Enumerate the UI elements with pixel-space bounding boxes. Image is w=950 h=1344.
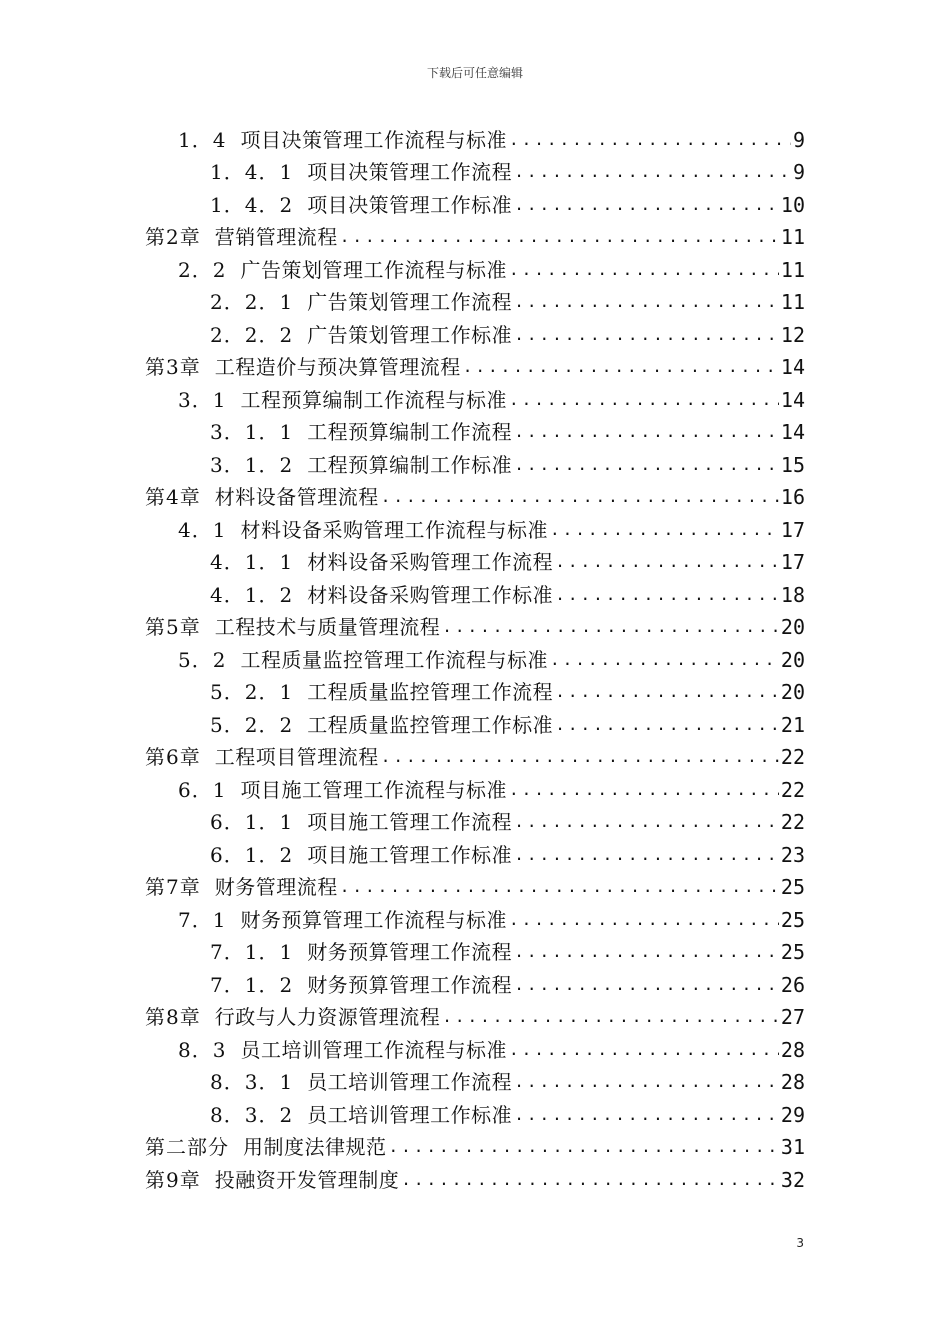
toc-entry-title: 行政与人力资源管理流程 (214, 1005, 441, 1029)
toc-entry-title: 工程质量监控管理工作标准 (307, 712, 554, 737)
toc-entry[interactable] (210, 835, 805, 868)
toc-dot-leader (553, 712, 779, 738)
toc-entry[interactable] (178, 1030, 805, 1063)
toc-entry[interactable] (145, 868, 805, 901)
toc-dot-leader (512, 809, 779, 835)
toc-entry-number: 8．3 (178, 1037, 227, 1062)
page-header: 下载后可任意编辑 (426, 66, 523, 80)
toc-dot-leader (548, 647, 779, 673)
toc-dot-leader (507, 1037, 779, 1063)
toc-entry[interactable] (210, 315, 805, 348)
toc-entry[interactable] (145, 218, 805, 251)
toc-entry-number: 1．4．2 (210, 192, 294, 217)
toc-dot-leader (553, 679, 779, 705)
toc-entry-page: 32 (780, 1167, 805, 1192)
toc-entry-page: 14 (780, 355, 805, 379)
toc-entry-page: 10 (780, 192, 805, 217)
toc-dot-leader (507, 127, 791, 153)
toc-dot-leader (548, 517, 779, 543)
toc-entry-title: 广告策划管理工作流程与标准 (240, 257, 507, 282)
toc-entry-title: 项目施工管理工作流程与标准 (240, 777, 507, 802)
toc-entry-page: 14 (780, 420, 805, 444)
toc-dot-leader (553, 582, 779, 608)
toc-entry-page: 20 (780, 615, 805, 639)
toc-entry-number: 8．3．1 (210, 1070, 294, 1094)
toc-dot-leader (338, 224, 779, 250)
toc-entry[interactable] (210, 965, 805, 998)
toc-entry-number: 5．2．2 (210, 712, 294, 737)
toc-entry-page: 26 (780, 972, 805, 997)
toc-entry-number: 4．1．1 (210, 550, 294, 574)
page-number: 3 (796, 1236, 804, 1250)
toc-dot-leader (379, 744, 779, 770)
toc-entry[interactable] (210, 153, 805, 186)
toc-dot-leader (512, 1102, 779, 1128)
toc-entry[interactable] (210, 283, 805, 316)
toc-entry-number: 7．1．2 (210, 972, 294, 997)
toc-entry-number: 2．2．2 (210, 322, 294, 347)
toc-entry-title: 财务预算管理工作流程 (307, 940, 513, 964)
toc-entry-number: 6．1．1 (210, 810, 294, 834)
toc-dot-leader (387, 1134, 779, 1160)
toc-entry[interactable] (178, 380, 805, 413)
toc-entry-title: 项目施工管理工作标准 (307, 842, 513, 867)
toc-entry[interactable] (145, 1160, 805, 1193)
toc-entry[interactable] (210, 803, 805, 836)
toc-dot-leader (507, 907, 779, 933)
toc-entry-page: 22 (780, 745, 805, 769)
toc-dot-leader (399, 1167, 779, 1193)
toc-entry[interactable] (210, 1063, 805, 1096)
toc-entry-page: 25 (780, 907, 805, 932)
toc-dot-leader (507, 777, 779, 803)
toc-entry-title: 员工培训管理工作标准 (307, 1102, 513, 1127)
toc-entry-title: 材料设备采购管理工作流程 (307, 550, 554, 574)
toc-entry[interactable] (210, 933, 805, 966)
toc-entry-page: 11 (780, 257, 805, 282)
toc-entry-page: 20 (780, 680, 805, 704)
toc-dot-leader (512, 939, 779, 965)
toc-entry-number: 4．1 (178, 517, 227, 542)
toc-dot-leader (512, 289, 779, 315)
toc-dot-leader (512, 972, 779, 998)
toc-entry-title: 工程项目管理流程 (214, 745, 379, 769)
toc-entry[interactable] (210, 705, 805, 738)
toc-dot-leader (512, 842, 779, 868)
toc-entry-title: 工程预算编制工作流程与标准 (240, 387, 507, 412)
toc-dot-leader (440, 1004, 779, 1030)
toc-entry-page: 25 (780, 875, 805, 899)
toc-entry[interactable] (210, 1095, 805, 1128)
toc-dot-leader (512, 452, 779, 478)
toc-entry-number: 4．1．2 (210, 582, 294, 607)
toc-entry[interactable] (145, 998, 805, 1031)
toc-entry-page: 27 (780, 1005, 805, 1029)
toc-entry-page: 20 (780, 647, 805, 672)
toc-entry-number: 7．1 (178, 907, 227, 932)
toc-entry[interactable] (145, 738, 805, 771)
toc-entry-title: 项目决策管理工作标准 (307, 192, 513, 217)
toc-entry[interactable] (145, 608, 805, 641)
toc-entry-page: 9 (792, 127, 805, 152)
toc-entry-number: 7．1．1 (210, 940, 294, 964)
toc-entry-page: 17 (780, 550, 805, 574)
toc-entry[interactable] (178, 510, 805, 543)
toc-entry-number: 5．2．1 (210, 680, 294, 704)
toc-entry-title: 工程技术与质量管理流程 (214, 615, 441, 639)
toc-entry-title: 财务管理流程 (214, 875, 338, 899)
toc-entry[interactable] (210, 445, 805, 478)
toc-entry-title: 广告策划管理工作标准 (307, 322, 513, 347)
toc-entry-page: 12 (780, 322, 805, 347)
toc-entry[interactable] (145, 348, 805, 381)
toc-entry-title: 项目施工管理工作流程 (307, 810, 513, 834)
toc-entry-title: 材料设备采购管理工作标准 (307, 582, 554, 607)
toc-entry-page: 25 (780, 940, 805, 964)
toc-entry-title: 财务预算管理工作流程与标准 (240, 907, 507, 932)
toc-entry-page: 22 (780, 777, 805, 802)
toc-entry-page: 15 (780, 452, 805, 477)
toc-dot-leader (338, 874, 779, 900)
toc-entry-number: 5．2 (178, 647, 227, 672)
toc-entry[interactable] (210, 185, 805, 218)
toc-entry-page: 17 (780, 517, 805, 542)
toc-entry-title: 财务预算管理工作流程 (307, 972, 513, 997)
toc-entry[interactable] (145, 1128, 805, 1161)
toc-entry-title: 工程质量监控管理工作流程 (307, 680, 554, 704)
toc-entry-title: 工程预算编制工作标准 (307, 452, 513, 477)
toc-entry-page: 18 (780, 582, 805, 607)
toc-entry-title: 营销管理流程 (214, 225, 338, 249)
toc-entry-page: 16 (780, 485, 805, 509)
toc-entry-title: 项目决策管理工作流程 (307, 160, 513, 184)
toc-entry-page: 11 (780, 225, 805, 249)
toc-entry-page: 11 (780, 290, 805, 314)
toc-entry-page: 28 (780, 1037, 805, 1062)
toc-entry-number: 2．2．1 (210, 290, 294, 314)
toc-entry-title: 广告策划管理工作流程 (307, 290, 513, 314)
toc-entry-number: 3．1．1 (210, 420, 294, 444)
toc-entry-page: 23 (780, 842, 805, 867)
toc-entry-page: 29 (780, 1102, 805, 1127)
toc-entry-number: 第二部分 (145, 1135, 229, 1159)
toc-entry[interactable] (178, 900, 805, 933)
toc-entry-page: 21 (780, 712, 805, 737)
toc-entry-title: 工程预算编制工作流程 (307, 420, 513, 444)
toc-entry-title: 投融资开发管理制度 (214, 1167, 400, 1192)
toc-entry[interactable] (210, 673, 805, 706)
toc-entry-number: 6．1 (178, 777, 227, 802)
toc-entry-page: 31 (780, 1135, 805, 1159)
toc-entry-page: 28 (780, 1070, 805, 1094)
toc-entry[interactable] (210, 413, 805, 446)
toc-entry-number: 1．4 (178, 127, 227, 152)
toc-entry-number: 第3章 (145, 355, 201, 379)
toc-entry-page: 14 (780, 387, 805, 412)
toc-dot-leader (379, 484, 779, 510)
toc-entry[interactable] (178, 250, 805, 283)
toc-entry-number: 3．1 (178, 387, 227, 412)
toc-dot-leader (512, 192, 779, 218)
toc-entry-number: 第6章 (145, 745, 201, 769)
toc-entry-number: 第9章 (145, 1167, 201, 1192)
toc-entry-number: 1．4．1 (210, 160, 294, 184)
toc-entry-number: 第2章 (145, 225, 201, 249)
toc-entry-title: 用制度法律规范 (243, 1135, 387, 1159)
toc-entry[interactable] (178, 120, 805, 153)
toc-dot-leader (512, 1069, 779, 1095)
toc-entry-number: 第8章 (145, 1005, 201, 1029)
toc-entry[interactable] (178, 770, 805, 803)
toc-entry-number: 第5章 (145, 615, 201, 639)
toc-entry-page: 22 (780, 810, 805, 834)
toc-entry-number: 2．2 (178, 257, 227, 282)
toc-dot-leader (512, 322, 779, 348)
toc-entry-title: 员工培训管理工作流程 (307, 1070, 513, 1094)
toc-entry[interactable] (210, 543, 805, 576)
toc-dot-leader (507, 257, 779, 283)
toc-dot-leader (440, 614, 779, 640)
toc-entry-title: 员工培训管理工作流程与标准 (240, 1037, 507, 1062)
toc-entry[interactable] (210, 575, 805, 608)
toc-entry-title: 工程质量监控管理工作流程与标准 (240, 647, 548, 672)
toc-dot-leader (507, 387, 779, 413)
toc-dot-leader (512, 159, 791, 185)
toc-entry-title: 材料设备管理流程 (214, 485, 379, 509)
toc-entry-title: 材料设备采购管理工作流程与标准 (240, 517, 548, 542)
toc-entry-number: 8．3．2 (210, 1102, 294, 1127)
toc-dot-leader (553, 549, 779, 575)
toc-entry-number: 6．1．2 (210, 842, 294, 867)
toc-entry-number: 第4章 (145, 485, 201, 509)
toc-dot-leader (512, 419, 779, 445)
toc-entry-title: 工程造价与预决算管理流程 (214, 355, 461, 379)
toc-entry[interactable] (178, 640, 805, 673)
toc-dot-leader (461, 354, 779, 380)
toc-entry-number: 第7章 (145, 875, 201, 899)
toc-entry-page: 9 (792, 160, 805, 184)
toc-entry-title: 项目决策管理工作流程与标准 (240, 127, 507, 152)
toc-entry-number: 3．1．2 (210, 452, 294, 477)
toc-entry[interactable] (145, 478, 805, 511)
